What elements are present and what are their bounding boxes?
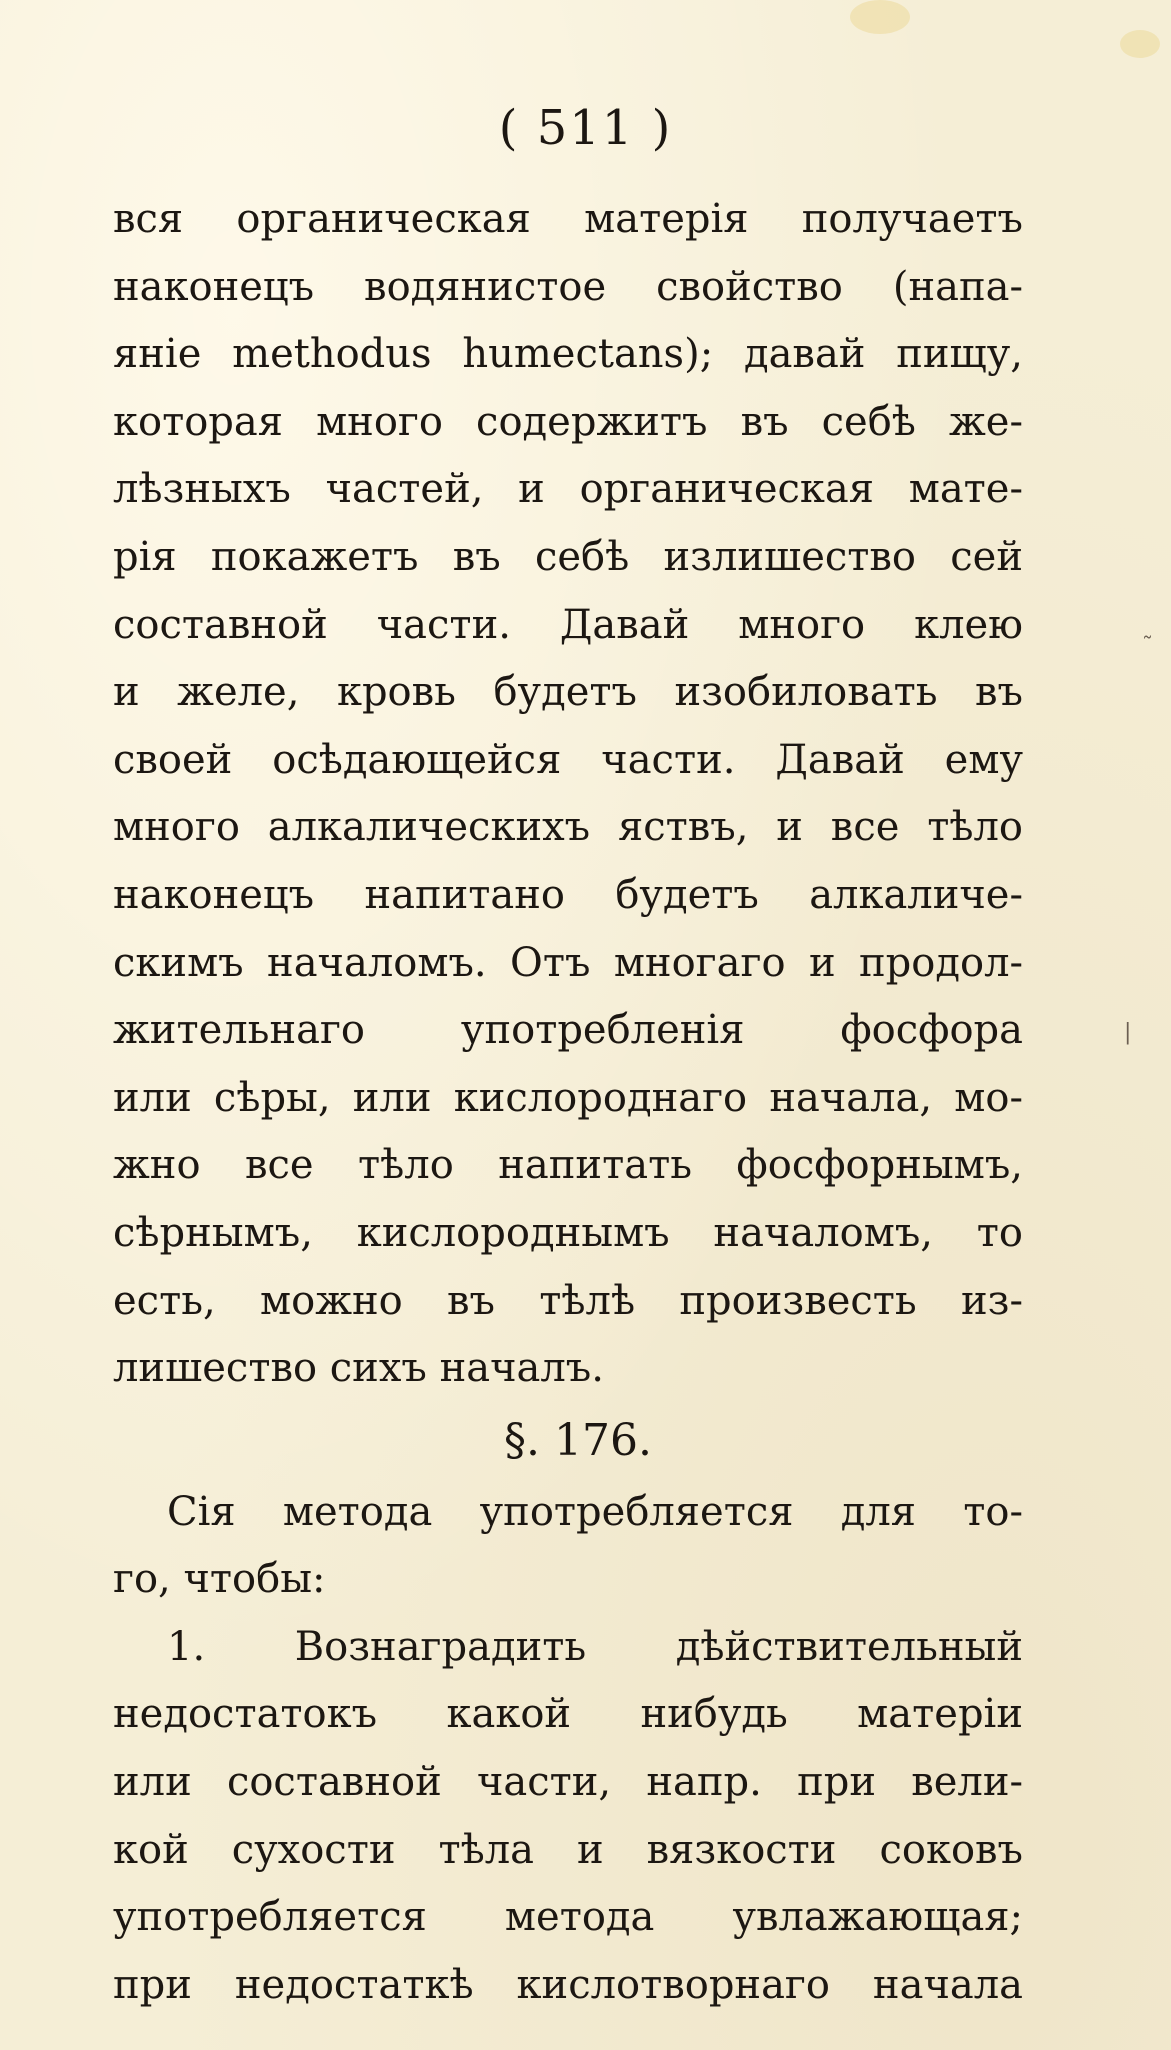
text-line: есть, можно въ тѣлѣ произвесть из- (113, 1277, 1023, 1324)
paper-stain (850, 0, 910, 34)
text-line: скимъ началомъ. Отъ многаго и продол- (113, 939, 1023, 986)
text-line: употребляется метода увлажающая; (113, 1894, 1023, 1941)
paragraph (113, 1614, 1023, 2020)
text-line: недостатокъ какой нибудь матеріи (113, 1691, 1023, 1738)
text-line: при недостаткѣ кислотворнаго начала (113, 1961, 1023, 2008)
text-line: Сія метода употребляется для то- (167, 1488, 1023, 1535)
section-heading: §. 176. (504, 1414, 652, 1466)
text-line: и желе, кровь будетъ изобиловать въ (113, 669, 1023, 716)
text-line: 1. Вознаградить дѣйствительный (167, 1623, 1023, 1670)
paragraph (113, 186, 1023, 1403)
text-line: жительнаго употребленія фосфора (113, 1007, 1023, 1054)
text-line: кой сухости тѣла и вязкости соковъ (113, 1826, 1023, 1873)
paragraph (113, 1479, 1023, 1614)
text-line: или сѣры, или кислороднаго начала, мо- (113, 1074, 1023, 1121)
text-line: своей осѣдающейся части. Давай ему (113, 736, 1023, 783)
body-text (113, 186, 1023, 2019)
text-line: много алкалическихъ яствъ, и все тѣло (113, 804, 1023, 851)
text-line: яніе methodus humectans); давай пищу, (113, 331, 1023, 378)
margin-mark: | (1124, 1020, 1132, 1045)
text-line: наконецъ водянистое свойство (напа- (113, 263, 1023, 310)
page-number: ( 511 ) (498, 100, 673, 156)
margin-mark: ˜ (1142, 634, 1153, 659)
text-line: рія покажетъ въ себѣ излишество сей (113, 533, 1023, 580)
text-line: составной части. Давай много клею (113, 601, 1023, 648)
text-line: го, чтобы: (113, 1556, 326, 1603)
text-line: вся органическая матерія получаетъ (113, 196, 1023, 242)
paper-stain (1120, 30, 1160, 58)
text-line: или составной части, напр. при вели- (113, 1759, 1023, 1806)
text-line: лишество сихъ началъ. (113, 1345, 604, 1392)
text-line: лѣзныхъ частей, и органическая мате- (113, 466, 1023, 513)
text-line: наконецъ напитано будетъ алкаличе- (113, 871, 1023, 918)
text-line: жно все тѣло напитать фосфорнымъ, (113, 1142, 1023, 1189)
text-line: сѣрнымъ, кислороднымъ началомъ, то (113, 1209, 1023, 1256)
text-line: которая много содержитъ въ себѣ же- (113, 398, 1023, 445)
